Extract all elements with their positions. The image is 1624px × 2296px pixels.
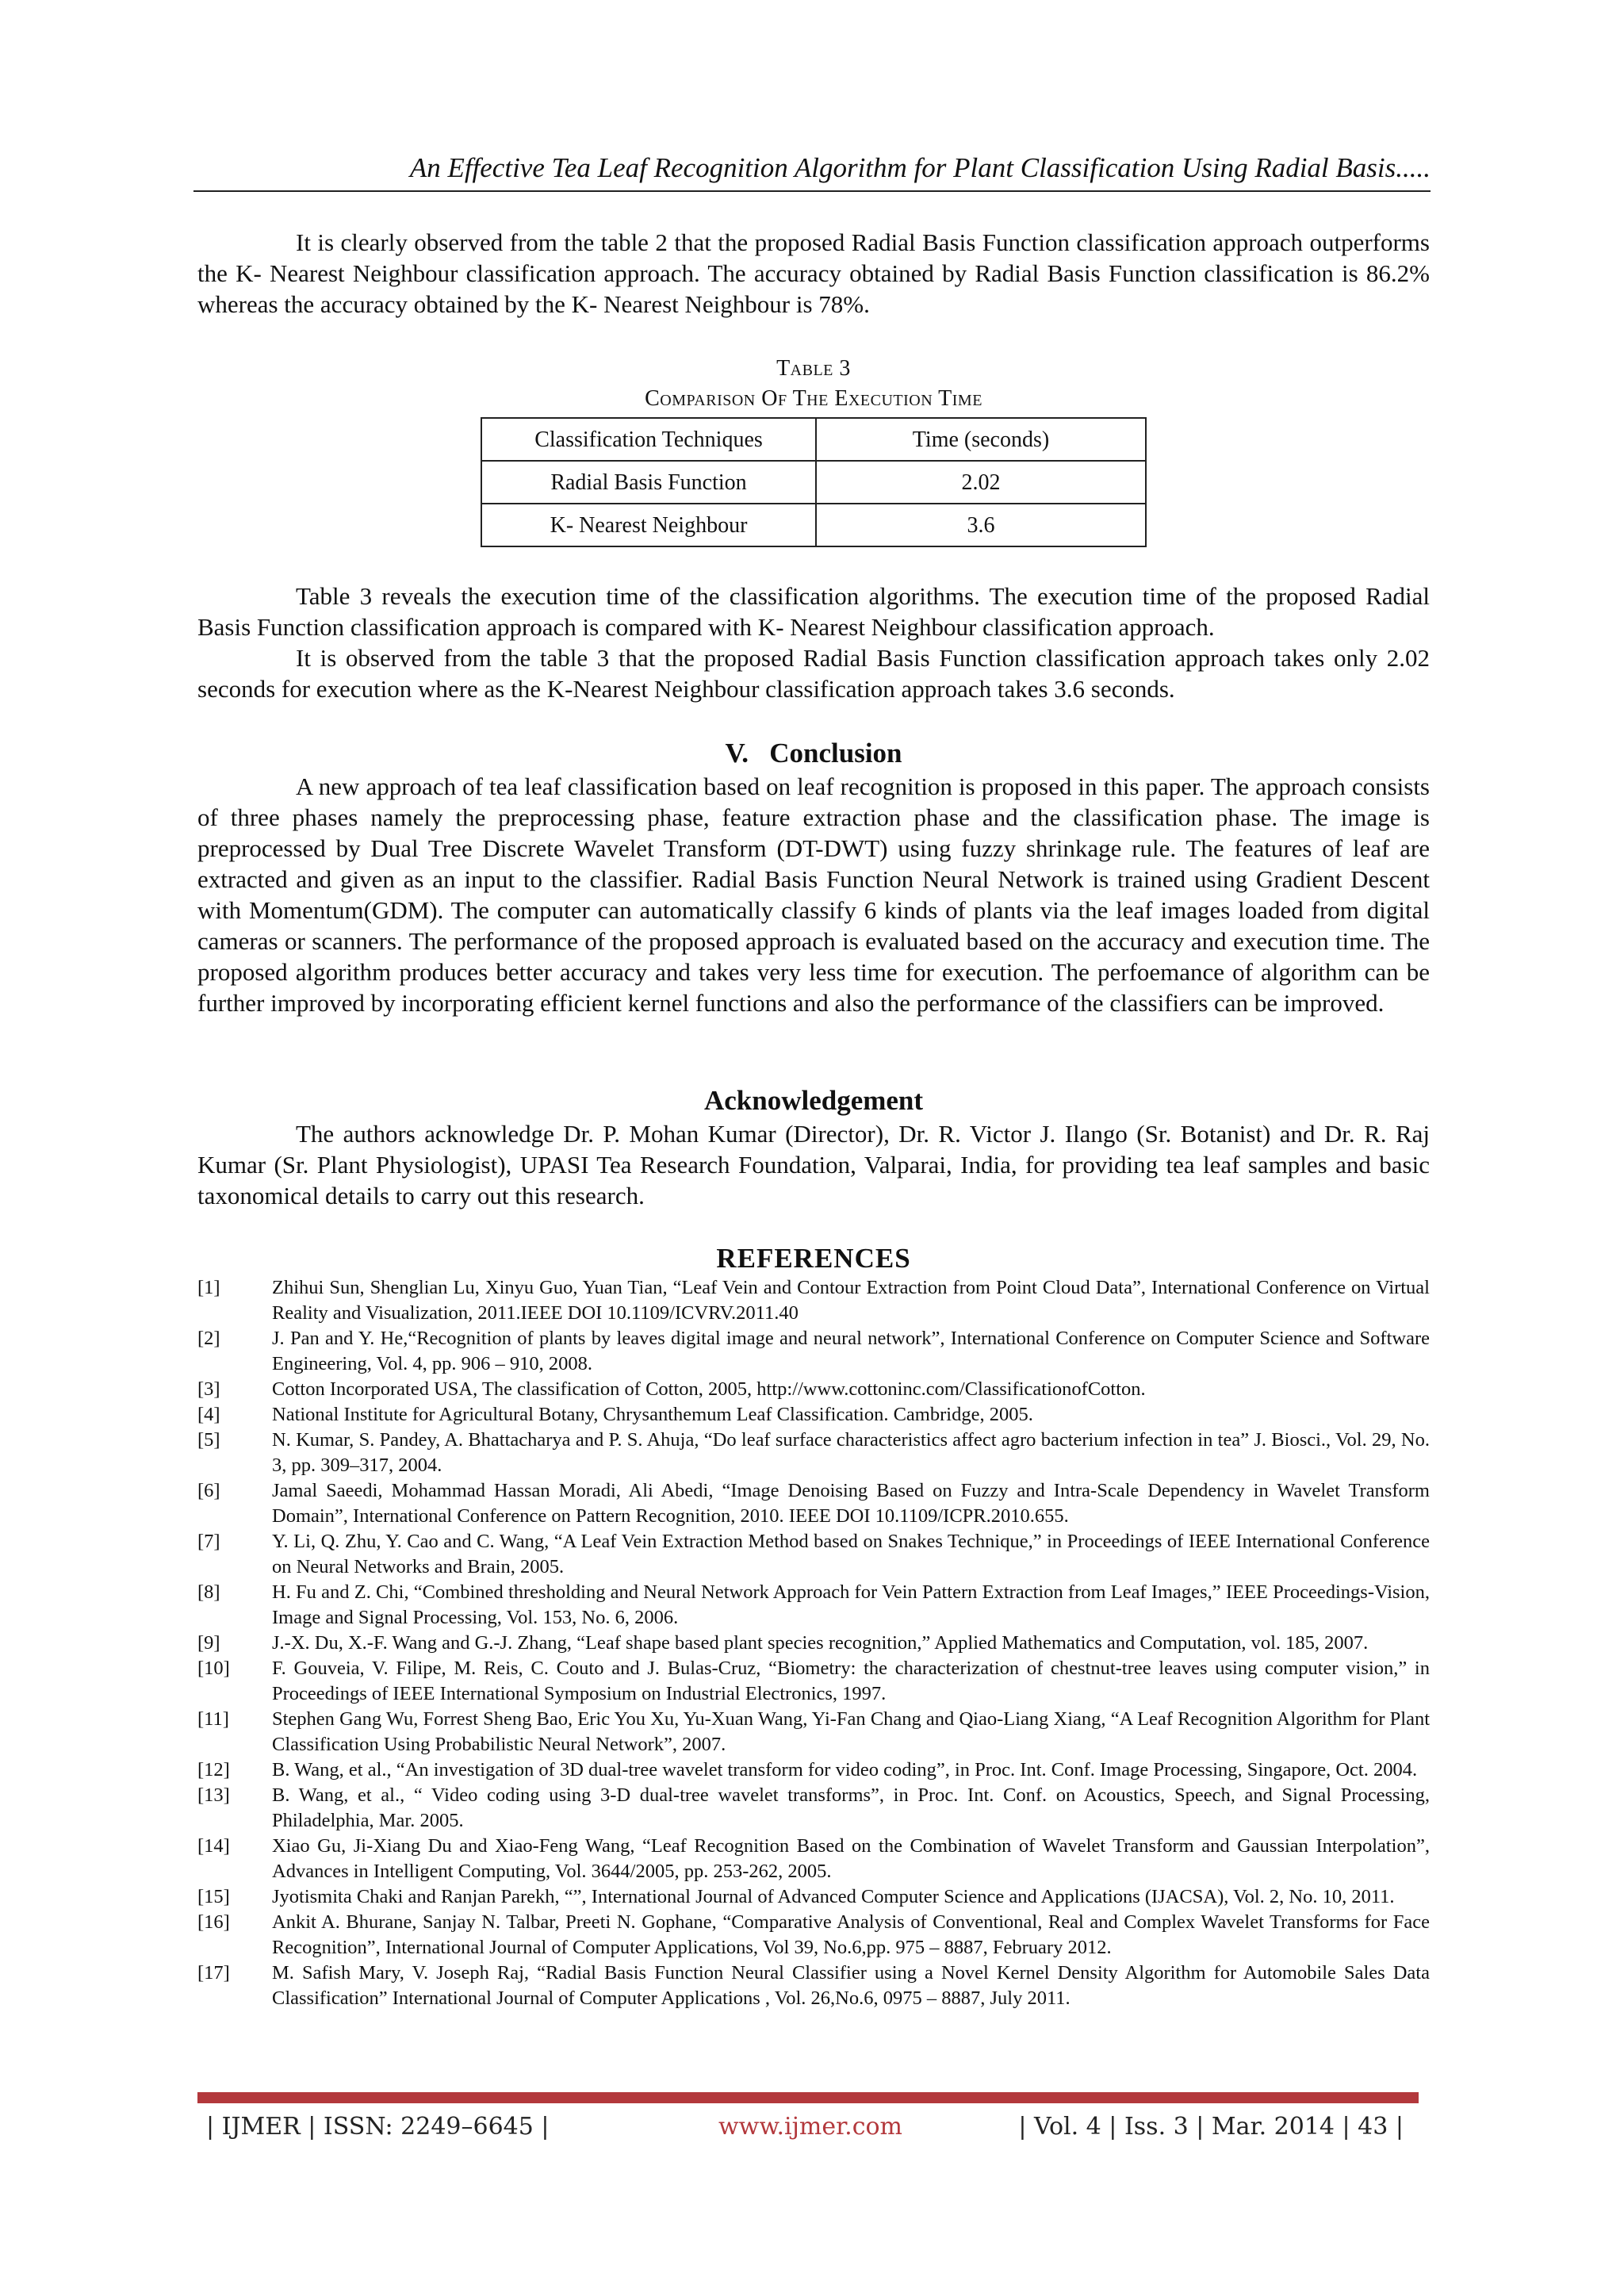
table-row: [481, 504, 1146, 546]
reference-number: [10]: [197, 1658, 230, 1679]
references-list: [197, 1275, 1430, 2011]
reference-text: J.-X. Du, X.-F. Wang and G.-J. Zhang, “Leaf shape based plant species recognition,” Applied Mathematics and Computation, vol. 185, 2007.: [272, 1632, 1369, 1654]
reference-number: [14]: [197, 1835, 230, 1857]
reference-item: [197, 1783, 1430, 1834]
running-header: An Effective Tea Leaf Recognition Algorithm for Plant Classification Using Radial Basis.....: [409, 152, 1431, 183]
reference-text: M. Safish Mary, V. Joseph Raj, “Radial Basis Function Neural Classifier using a Novel Kernel Density Algorithm for Automobile Sales Data Classification” International Journal of Computer Applications , Vol. 26,No.6, 0975 – 8887, July 2011.: [272, 1962, 1430, 2009]
table-row: [481, 461, 1146, 504]
reference-item: [197, 1326, 1430, 1377]
reference-number: [3]: [197, 1378, 220, 1400]
reference-text: B. Wang, et al., “ Video coding using 3-D dual-tree wavelet transforms”, in Proc. Int. Conf. on Acoustics, Speech, and Signal Processing, Philadelphia, Mar. 2005.: [272, 1784, 1430, 1831]
references-heading-block: [197, 1242, 1430, 1275]
reference-text: Jamal Saeedi, Mohammad Hassan Moradi, Ali Abedi, “Image Denoising Based on Fuzzy and Intra-Scale Dependency in Wavelet Transform Domain”, International Conference on Pattern Recognition, 2010. IEEE DOI 10.1109/ICPR.2010.655.: [272, 1480, 1430, 1527]
reference-text: N. Kumar, S. Pandey, A. Bhattacharya and P. S. Ahuja, “Do leaf surface characteristics affect agro bacterium infection in tea” J. Biosci., Vol. 29, No. 3, pp. 309–317, 2004.: [272, 1429, 1430, 1476]
reference-item: [197, 1631, 1430, 1656]
reference-number: [12]: [197, 1759, 230, 1780]
reference-text: F. Gouveia, V. Filipe, M. Reis, C. Couto and J. Bulas-Cruz, “Biometry: the characterization of chestnut-tree leaves using computer vision,” in Proceedings of IEEE International Symposium on Industrial Electronics, 1997.: [272, 1658, 1430, 1704]
table-cell: 2.02: [816, 461, 1146, 504]
reference-number: [4]: [197, 1404, 220, 1425]
reference-text: Y. Li, Q. Zhu, Y. Cao and C. Wang, “A Leaf Vein Extraction Method based on Snakes Technique,” in Proceedings of IEEE International Conference on Neural Networks and Brain, 2005.: [272, 1531, 1430, 1577]
footer-issue-page: | Vol. 4 | Iss. 3 | Mar. 2014 | 43 |: [1018, 2113, 1404, 2141]
reference-item: [197, 1961, 1430, 2011]
reference-number: [2]: [197, 1328, 220, 1349]
references-heading: REFERENCES: [716, 1243, 911, 1274]
reference-item: [197, 1884, 1430, 1910]
table-header-row: [481, 418, 1146, 461]
table-cell: Radial Basis Function: [481, 461, 816, 504]
paragraph-table2-discussion: [197, 227, 1430, 320]
reference-text: National Institute for Agricultural Botany, Chrysanthemum Leaf Classification. Cambridge, 2005.: [272, 1404, 1033, 1425]
paragraph: A new approach of tea leaf classification based on leaf recognition is proposed in this paper. The approach consists of three phases namely the preprocessing phase, feature extraction phase and the classification phase. The image is preprocessed by Dual Tree Discrete Wavelet Transform (DT-DWT) using fuzzy shrinkage rule. The features of leaf are extracted and given as an input to the classifier. Radial Basis Function Neural Network is trained using Gradient Descent with Momentum(GDM). The computer can automatically classify 6 kinds of plants via the leaf images loaded from digital cameras or scanners. The performance of the proposed approach is evaluated based on the accuracy and execution time. The proposed algorithm produces better accuracy and takes very less time for execution. The perfoemance of algorithm can be further improved by incorporating efficient kernel functions and also the performance of the classifiers can be improved.: [197, 772, 1430, 1017]
acknowledgement-section: [197, 1083, 1430, 1211]
reference-number: [16]: [197, 1911, 230, 1933]
reference-item: [197, 1834, 1430, 1884]
paragraph: It is observed from the table 3 that the proposed Radial Basis Function classification approach takes only 2.02 seconds for execution where as the K-Nearest Neighbour classification approach takes 3.6 seconds.: [197, 644, 1430, 703]
reference-item: [197, 1275, 1430, 1326]
table-cell: K- Nearest Neighbour: [481, 504, 816, 546]
reference-item: [197, 1478, 1430, 1529]
table-header-cell: Time (seconds): [816, 418, 1146, 461]
reference-number: [1]: [197, 1277, 220, 1298]
reference-text: Cotton Incorporated USA, The classification of Cotton, 2005, http://www.cottoninc.com/ClassificationofCotton.: [272, 1378, 1146, 1400]
reference-item: [197, 1529, 1430, 1580]
reference-text: Stephen Gang Wu, Forrest Sheng Bao, Eric You Xu, Yu-Xuan Wang, Yi-Fan Chang and Qiao-Liang Xiang, “A Leaf Recognition Algorithm for Plant Classification Using Probabilistic Neural Network”, 2007.: [272, 1708, 1430, 1755]
reference-number: [5]: [197, 1429, 220, 1451]
reference-item: [197, 1757, 1430, 1783]
reference-item: [197, 1377, 1430, 1402]
reference-number: [9]: [197, 1632, 220, 1654]
reference-number: [11]: [197, 1708, 229, 1730]
reference-item: [197, 1910, 1430, 1961]
reference-number: [15]: [197, 1886, 230, 1907]
paragraph: The authors acknowledge Dr. P. Mohan Kumar (Director), Dr. R. Victor J. Ilango (Sr. Botanist) and Dr. R. Raj Kumar (Sr. Plant Physiologist), UPASI Tea Research Foundation, Valparai, India, for providing tea leaf samples and basic taxonomical details to carry out this research.: [197, 1120, 1430, 1209]
reference-text: Jyotismita Chaki and Ranjan Parekh, “”, International Journal of Advanced Computer Science and Applications (IJACSA), Vol. 2, No. 10, 2011.: [272, 1886, 1395, 1907]
execution-time-table: [481, 417, 1147, 547]
section-heading: V. Conclusion: [725, 738, 902, 769]
table-title: Comparison Of The Execution Time: [645, 386, 982, 411]
reference-item: [197, 1707, 1430, 1757]
paragraph: It is clearly observed from the table 2 that the proposed Radial Basis Function classification approach outperforms the K- Nearest Neighbour classification approach. The accuracy obtained by Radial Basis Function classification is 86.2% whereas the accuracy obtained by the K- Nearest Neighbour is 78%.: [197, 228, 1430, 318]
reference-number: [7]: [197, 1531, 220, 1552]
reference-number: [8]: [197, 1581, 220, 1603]
footer-website-link[interactable]: www.ijmer.com: [718, 2113, 903, 2141]
reference-text: H. Fu and Z. Chi, “Combined thresholding and Neural Network Approach for Vein Pattern Extraction from Leaf Images,” IEEE Proceedings-Vision, Image and Signal Processing, Vol. 153, No. 6, 2006.: [272, 1581, 1430, 1628]
reference-text: Ankit A. Bhurane, Sanjay N. Talbar, Preeti N. Gophane, “Comparative Analysis of Conventional, Real and Complex Wavelet Transforms for Face Recognition”, International Journal of Computer Applications, Vol 39, No.6,pp. 975 – 8887, February 2012.: [272, 1911, 1430, 1958]
reference-text: B. Wang, et al., “An investigation of 3D dual-tree wavelet transform for video coding”, in Proc. Int. Conf. Image Processing, Singapore, Oct. 2004.: [272, 1759, 1418, 1780]
reference-number: [17]: [197, 1962, 230, 1984]
paragraph: Table 3 reveals the execution time of the classification algorithms. The execution time of the proposed Radial Basis Function classification approach is compared with K- Nearest Neighbour classification approach.: [197, 582, 1430, 641]
reference-item: [197, 1580, 1430, 1631]
header-rule: [193, 190, 1431, 192]
reference-item: [197, 1656, 1430, 1707]
reference-text: Xiao Gu, Ji-Xiang Du and Xiao-Feng Wang, “Leaf Recognition Based on the Combination of Wavelet Transform and Gaussian Interpolation”, Advances in Intelligent Computing, Vol. 3644/2005, pp. 253-262, 2005.: [272, 1835, 1430, 1882]
section-heading: Acknowledgement: [703, 1085, 924, 1116]
reference-number: [13]: [197, 1784, 230, 1806]
table-3-block: [197, 354, 1430, 547]
reference-number: [6]: [197, 1480, 220, 1501]
reference-text: Zhihui Sun, Shenglian Lu, Xinyu Guo, Yuan Tian, “Leaf Vein and Contour Extraction from Point Cloud Data”, International Conference on Virtual Reality and Visualization, 2011.IEEE DOI 10.1109/ICVRV.2011.40: [272, 1277, 1430, 1324]
reference-item: [197, 1428, 1430, 1478]
page-footer: [206, 2106, 1404, 2148]
footer-journal: | IJMER | ISSN: 2249–6645 |: [206, 2113, 550, 2141]
reference-text: J. Pan and Y. He,“Recognition of plants by leaves digital image and neural network”, International Conference on Computer Science and Software Engineering, Vol. 4, pp. 906 – 910, 2008.: [272, 1328, 1430, 1374]
table-label: Table 3: [776, 356, 851, 381]
table-cell: 3.6: [816, 504, 1146, 546]
conclusion-section: [197, 736, 1430, 1018]
reference-item: [197, 1402, 1430, 1428]
paragraph-table3-discussion: [197, 581, 1430, 704]
table-header-cell: Classification Techniques: [481, 418, 816, 461]
footer-rule: [197, 2092, 1419, 2103]
